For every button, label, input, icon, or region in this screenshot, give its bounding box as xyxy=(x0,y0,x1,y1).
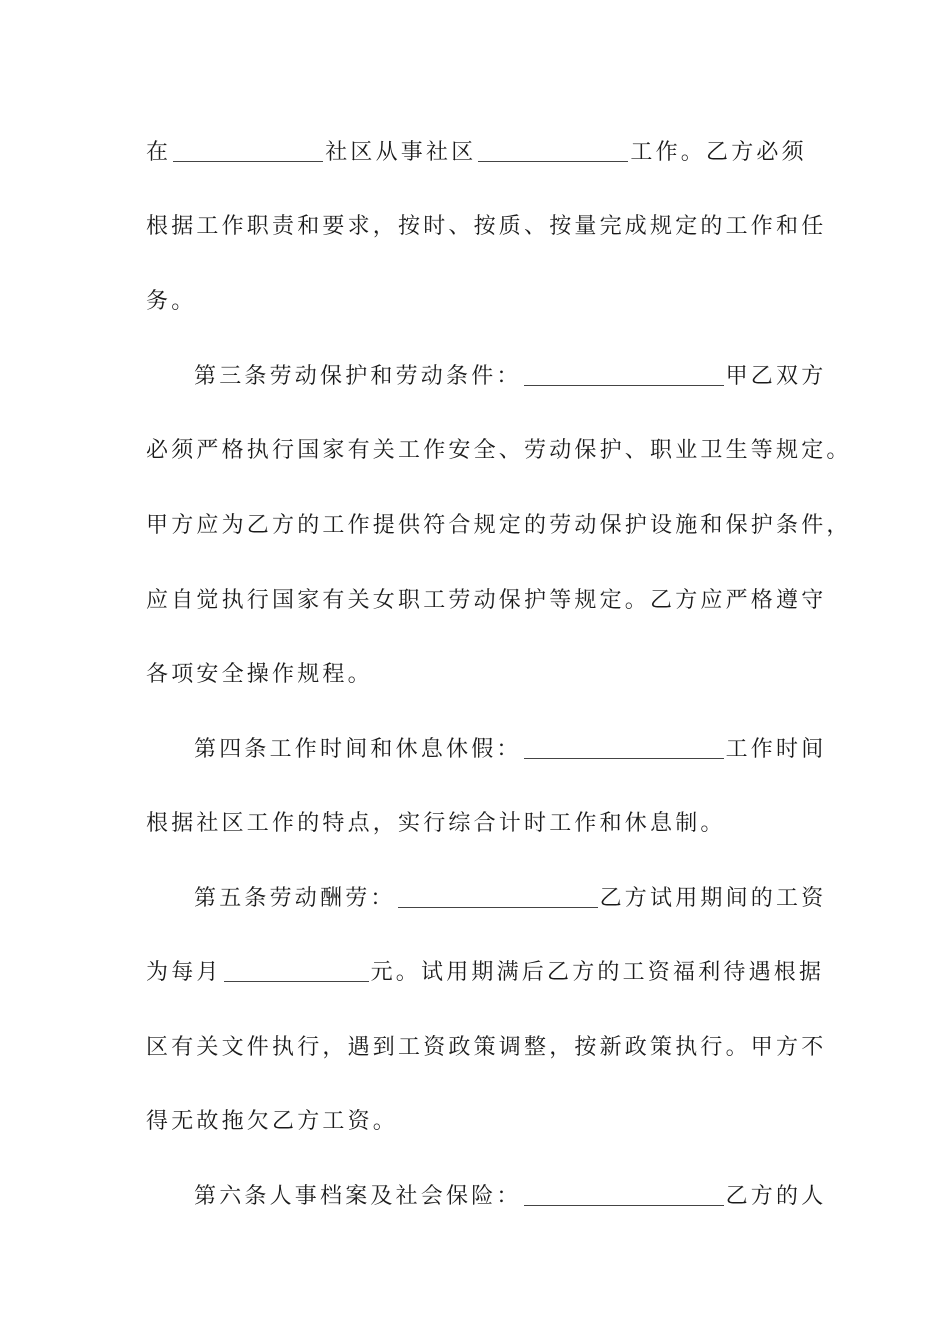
text-line: 甲方应为乙方的工作提供符合规定的劳动保护设施和保护条件， xyxy=(146,513,852,538)
text-line: 根据工作职责和要求，按时、按质、按量完成规定的工作和任 xyxy=(146,214,827,239)
text-line: 得无故拖欠乙方工资。 xyxy=(146,1109,399,1134)
clause-heading: 第三条劳动保护和劳动条件： xyxy=(194,364,522,389)
text-segment: 工作时间 xyxy=(725,737,827,762)
text-line: 各项安全操作规程。 xyxy=(146,662,373,687)
text-segment: 在 xyxy=(146,140,172,165)
text-line: 必须严格执行国家有关工作安全、劳动保护、职业卫生等规定。 xyxy=(146,438,852,463)
text-line: 务。 xyxy=(146,289,197,314)
fill-in-blank[interactable] xyxy=(224,961,369,982)
text-segment: 甲乙双方 xyxy=(725,364,827,389)
fill-in-blank[interactable] xyxy=(524,1185,724,1206)
text-segment: 乙方的人 xyxy=(725,1184,827,1209)
text-line xyxy=(194,362,826,392)
text-line: 根据社区工作的特点，实行综合计时工作和休息制。 xyxy=(146,811,726,836)
text-segment: 乙方试用期间的工资 xyxy=(599,886,827,911)
fill-in-blank[interactable] xyxy=(398,887,598,908)
text-segment: 元。试用期满后乙方的工资福利待遇根据 xyxy=(370,960,825,985)
clause-heading: 第五条劳动酬劳： xyxy=(194,886,396,911)
text-segment: 工作。乙方必须 xyxy=(630,140,807,165)
text-line xyxy=(194,884,826,914)
fill-in-blank[interactable] xyxy=(524,738,724,759)
text-segment: 为每月 xyxy=(146,960,222,985)
fill-in-blank[interactable] xyxy=(173,141,323,162)
text-line xyxy=(194,735,826,765)
clause-heading: 第四条工作时间和休息休假： xyxy=(194,737,522,762)
text-line xyxy=(194,1182,826,1212)
text-line: 应自觉执行国家有关女职工劳动保护等规定。乙方应严格遵守 xyxy=(146,588,827,613)
clause-heading: 第六条人事档案及社会保险： xyxy=(194,1184,522,1209)
text-segment: 社区从事社区 xyxy=(325,140,477,165)
text-line: 区有关文件执行，遇到工资政策调整，按新政策执行。甲方不 xyxy=(146,1035,827,1060)
text-line xyxy=(146,958,824,988)
fill-in-blank[interactable] xyxy=(478,141,628,162)
text-line xyxy=(146,138,807,168)
fill-in-blank[interactable] xyxy=(524,365,724,386)
